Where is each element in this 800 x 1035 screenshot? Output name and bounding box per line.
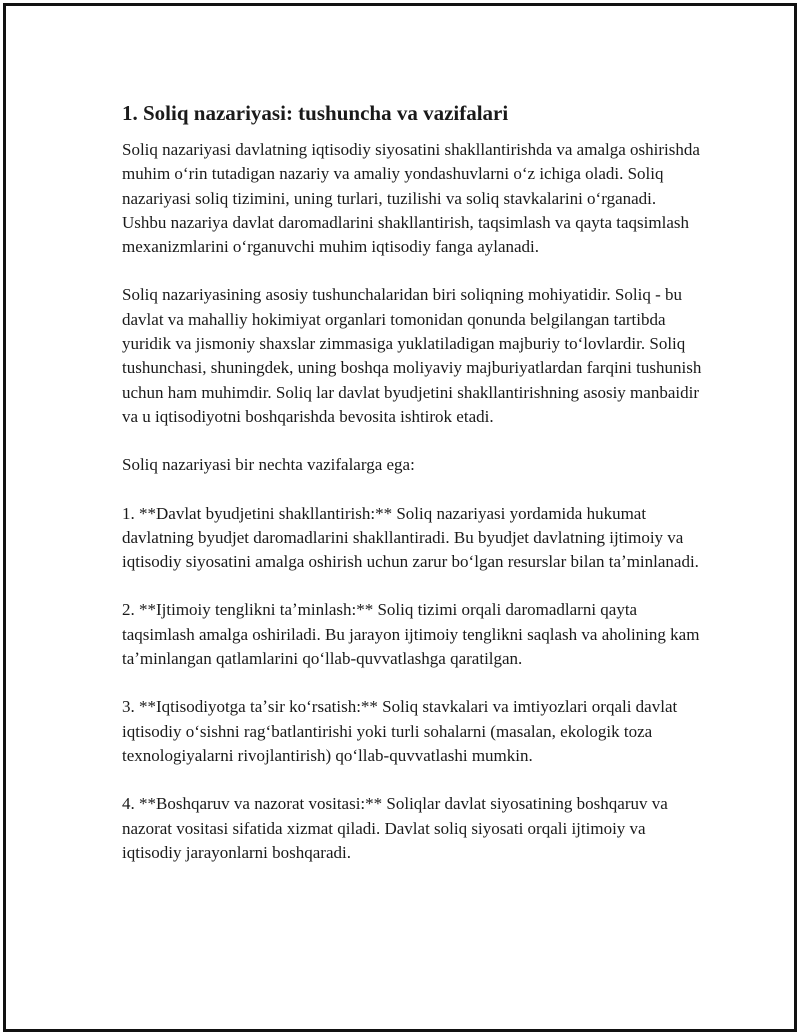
- paragraph-functions-lead: Soliq nazariyasi bir nechta vazifalarga ega:: [122, 455, 415, 475]
- paragraph-intro: Soliq nazariyasi davlatning iqtisodiy siyosatini shakllantirishda va amalga oshirishda muhim oʻrin tutadigan nazariy va amaliy yondashuvlarni oʻz ichiga oladi. Soliq nazariyasi soliq tizimini, uning turlari, tuzilishi va soliq stavkalarini oʻrganadi. Ushbu nazariya davlat daromadlarini shakllantirish, taqsimlash va qayta taqsimlash mexanizmlarini oʻrganuvchi muhim iqtisodiy fanga aylanadi.: [122, 140, 700, 257]
- list-item-equality: 2. **Ijtimoiy tenglikni taʼminlash:** Soliq tizimi orqali daromadlarni qayta taqsimlash amalga oshiriladi. Bu jarayon ijtimoiy tenglikni saqlash va aholining kam taʼminlangan qatlamlarini qoʻllab-quvvatlashga qaratilgan.: [122, 600, 700, 669]
- document-title: 1. Soliq nazariyasi: tushuncha va vazifalari: [122, 101, 509, 125]
- paragraph-definition: Soliq nazariyasining asosiy tushunchalaridan biri soliqning mohiyatidir. Soliq - bu davlat va mahalliy hokimiyat organlari tomonidan qonunda belgilangan tartibda yuridik va jismoniy shaxslar zimmasiga yuklatiladigan majburiy toʻlovlardir. Soliq tushunchasi, shuningdek, uning boshqa moliyaviy majburiyatlardan farqini tushunish uchun ham muhimdir. Soliq lar davlat byudjetini shakllantirishning asosiy manbaidir va u iqtisodiyotni boshqarishda bevosita ishtirok etadi.: [122, 285, 702, 426]
- list-item-budget: 1. **Davlat byudjetini shakllantirish:** Soliq nazariyasi yordamida hukumat davlatning byudjet daromadlarini shakllantiradi. Bu byudjet davlatning ijtimoiy va iqtisodiy siyosatini amalga oshirish uchun zarur boʻlgan resurslar bilan taʼminlanadi.: [122, 503, 699, 572]
- list-item-economy: 3. **Iqtisodiyotga taʼsir koʻrsatish:** Soliq stavkalari va imtiyozlari orqali davlat iqtisodiy oʻsishni ragʻbatlantirishi yoki turli sohalarni (masalan, ekologik toza texnologiyalarni rivojlantirish) qoʻllab-quvvatlashi mumkin.: [122, 697, 678, 765]
- document-body: [122, 100, 702, 889]
- list-item-control: 4. **Boshqaruv va nazorat vositasi:** Soliqlar davlat siyosatining boshqaruv va nazorat vositasi sifatida xizmat qiladi. Davlat soliq siyosati orqali ijtimoiy va iqtisodiy jarayonlarni boshqaradi.: [122, 794, 668, 862]
- page-frame: [3, 3, 797, 1032]
